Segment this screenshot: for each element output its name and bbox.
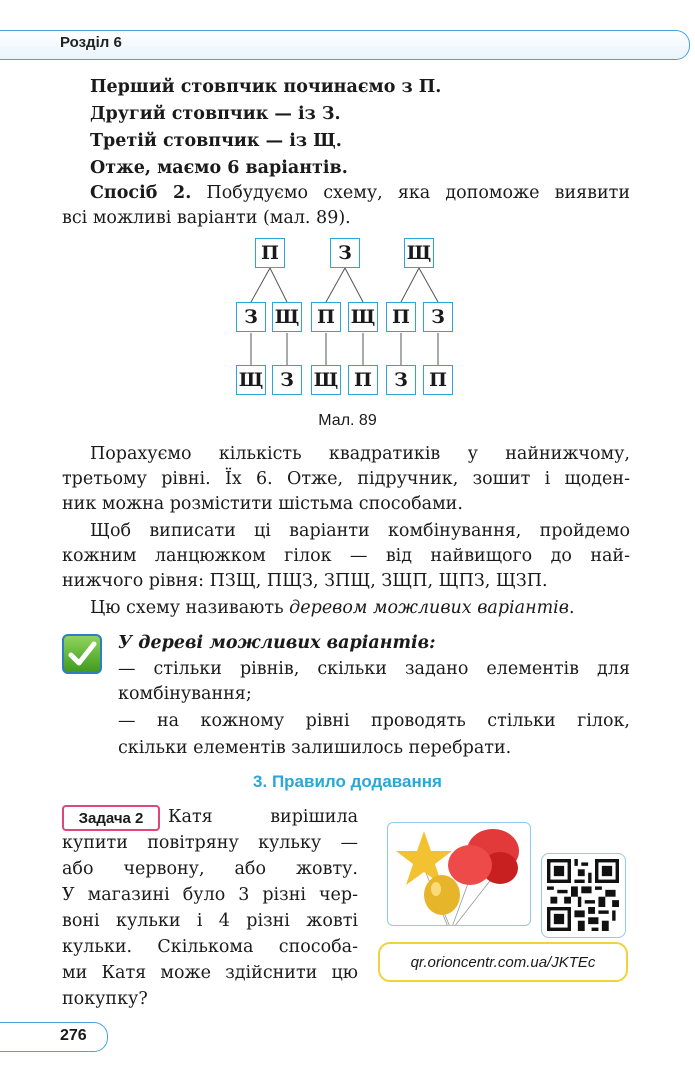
para3-term: деревом можливих варіантів	[289, 598, 569, 618]
rule-line: — на кожному рівні проводять стільки гілок,	[118, 711, 630, 731]
method2-text: Побудуємо схему, яка допоможе виявити	[191, 183, 631, 203]
para1-line: ник можна розмістити шістьма способами.	[62, 494, 463, 514]
tree-node-l2: Щ	[272, 302, 302, 332]
tree-node-l1: П	[255, 238, 285, 268]
task-line: воні кульки і 4 різні жовті	[62, 911, 358, 931]
rule-line: — стільки рівнів, скільки задано елементів для	[118, 659, 630, 679]
tree-node-l3: Щ	[311, 365, 341, 395]
tree-node-l3: П	[348, 365, 378, 395]
task-line: кульки. Скількома способа-	[62, 937, 358, 957]
intro-line: Третій стовпчик — із Щ.	[90, 131, 342, 151]
intro-line: Другий стовпчик — із З.	[90, 104, 341, 124]
tree-node-l3: З	[386, 365, 416, 395]
task-line: купити повітряну кульку —	[62, 833, 358, 853]
intro-line: Перший стовпчик починаємо з П.	[90, 77, 442, 97]
qr-code[interactable]	[541, 853, 626, 938]
section-header: Розділ 6	[60, 34, 122, 51]
tree-node-l2: П	[311, 302, 341, 332]
para2-line: Щоб виписати ці варіанти комбінування, пройдемо	[90, 521, 630, 541]
tree-node-l2: П	[386, 302, 416, 332]
para1-line: третьому рівні. Їх 6. Отже, підручник, зошит і щоден-	[62, 469, 630, 489]
tree-node-l2: З	[423, 302, 453, 332]
para1-line: Порахуємо кількість квадратиків у найнижчому,	[90, 444, 630, 464]
task-label: Задача 2	[62, 805, 160, 831]
tree-node-l2: З	[236, 302, 266, 332]
task-line: ми Катя може здійснити цю	[62, 963, 358, 983]
page-number-box	[0, 1022, 108, 1052]
method2-line2: всі можливі варіанти (мал. 89).	[62, 208, 351, 228]
balloons-image	[387, 822, 531, 926]
para2-line: кожним ланцюжком гілок — від найвищого до най-	[62, 546, 630, 566]
task-line: покупку?	[62, 989, 148, 1009]
section-title: 3. Правило додавання	[253, 772, 442, 791]
tree-node-l3: З	[272, 365, 302, 395]
figure-caption: Мал. 89	[318, 412, 377, 429]
resource-link[interactable]: qr.orioncentr.com.ua/JKTEc	[378, 942, 628, 982]
task-line: Катя вирішила	[168, 807, 358, 827]
task-line: У магазині було 3 різні чер-	[62, 885, 358, 905]
tree-node-l2: Щ	[348, 302, 378, 332]
checkmark-icon	[62, 634, 102, 674]
para3-text: Цю схему називають	[90, 598, 290, 618]
tree-node-l3: Щ	[236, 365, 266, 395]
tree-node-l1: Щ	[404, 238, 434, 268]
intro-line: Отже, маємо 6 варіантів.	[90, 158, 348, 178]
page-number: 276	[60, 1027, 87, 1044]
rule-title: У дереві можливих варіантів:	[118, 633, 436, 653]
para2-line: нижчого рівня: ПЗЩ, ПЩЗ, ЗПЩ, ЗЩП, ЩПЗ, ЩЗП.	[62, 571, 548, 591]
rule-line: скільки елементів залишилось перебрати.	[118, 738, 512, 758]
method2-lead: Спосіб 2.	[90, 183, 192, 203]
tree-node-l3: П	[423, 365, 453, 395]
tree-node-l1: З	[330, 238, 360, 268]
task-line: або червону, або жовту.	[62, 859, 358, 879]
para3-line	[90, 595, 575, 622]
rule-line: комбінування;	[118, 684, 252, 704]
tree-branches	[0, 0, 695, 420]
para3-end: .	[568, 598, 575, 618]
